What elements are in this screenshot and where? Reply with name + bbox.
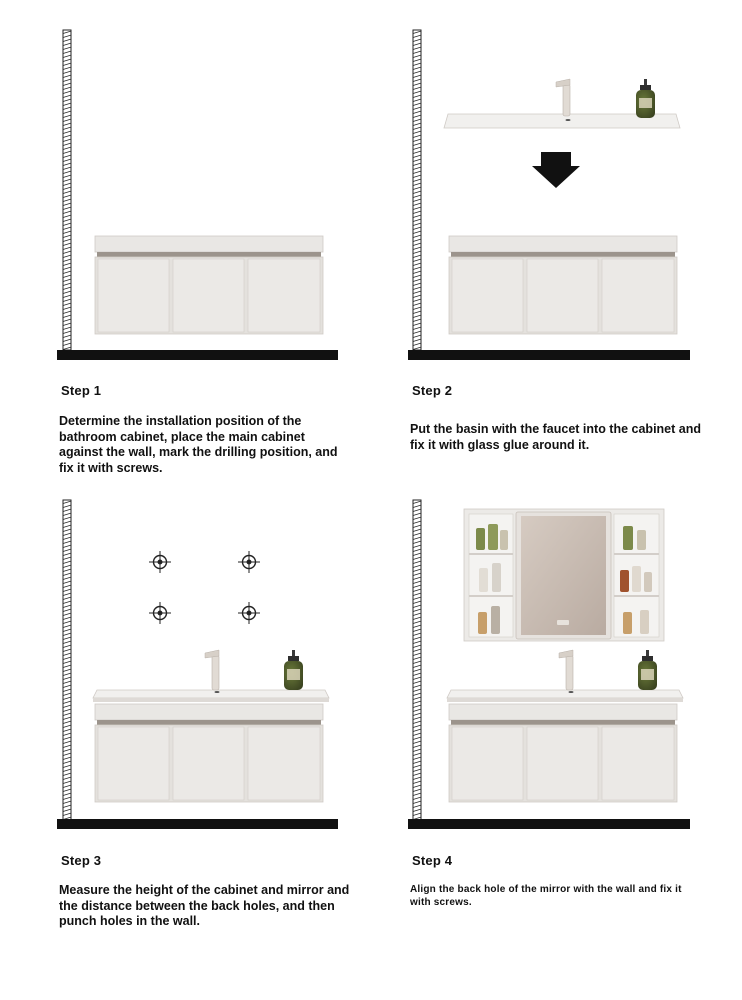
- basin: [447, 650, 683, 702]
- drill-mark-icon: [238, 551, 260, 573]
- cabinet: [95, 704, 323, 802]
- wall-hatch: [413, 500, 421, 820]
- wall-hatch: [63, 30, 71, 350]
- floor: [57, 350, 338, 360]
- wall-hatch: [63, 500, 71, 820]
- step3-title: Step 3: [61, 853, 102, 868]
- wall-hatch: [413, 30, 421, 350]
- floor: [57, 819, 338, 829]
- down-arrow-icon: [532, 152, 580, 188]
- step3-description: Measure the height of the cabinet and mirror and the distance between the back holes, and then punch holes in the wall.: [59, 883, 350, 928]
- mirror-cabinet: [464, 509, 664, 641]
- basin: [93, 650, 329, 702]
- step1-title: Step 1: [61, 383, 102, 398]
- step2-description: Put the basin with the faucet into the cabinet and fix it with glass glue around it.: [410, 422, 701, 452]
- floor: [408, 819, 690, 829]
- floor: [408, 350, 690, 360]
- drill-mark-icon: [149, 602, 171, 624]
- cabinet: [449, 704, 677, 802]
- step2-title: Step 2: [412, 383, 453, 398]
- step2-illustration: [408, 30, 690, 360]
- basin: [444, 79, 680, 128]
- step3-illustration: [57, 500, 338, 829]
- step1-illustration: [57, 30, 338, 360]
- step1-description: Determine the installation position of the bathroom cabinet, place the main cabinet against the wall, mark the drilling position, and fix it with screws.: [59, 414, 338, 475]
- drill-mark-icon: [149, 551, 171, 573]
- cabinet: [95, 236, 323, 334]
- drill-mark-icon: [238, 602, 260, 624]
- step4-title: Step 4: [412, 853, 453, 868]
- step4-description: Align the back hole of the mirror with the wall and fix it with screws.: [410, 884, 682, 908]
- step4-illustration: [408, 500, 690, 829]
- cabinet: [449, 236, 677, 334]
